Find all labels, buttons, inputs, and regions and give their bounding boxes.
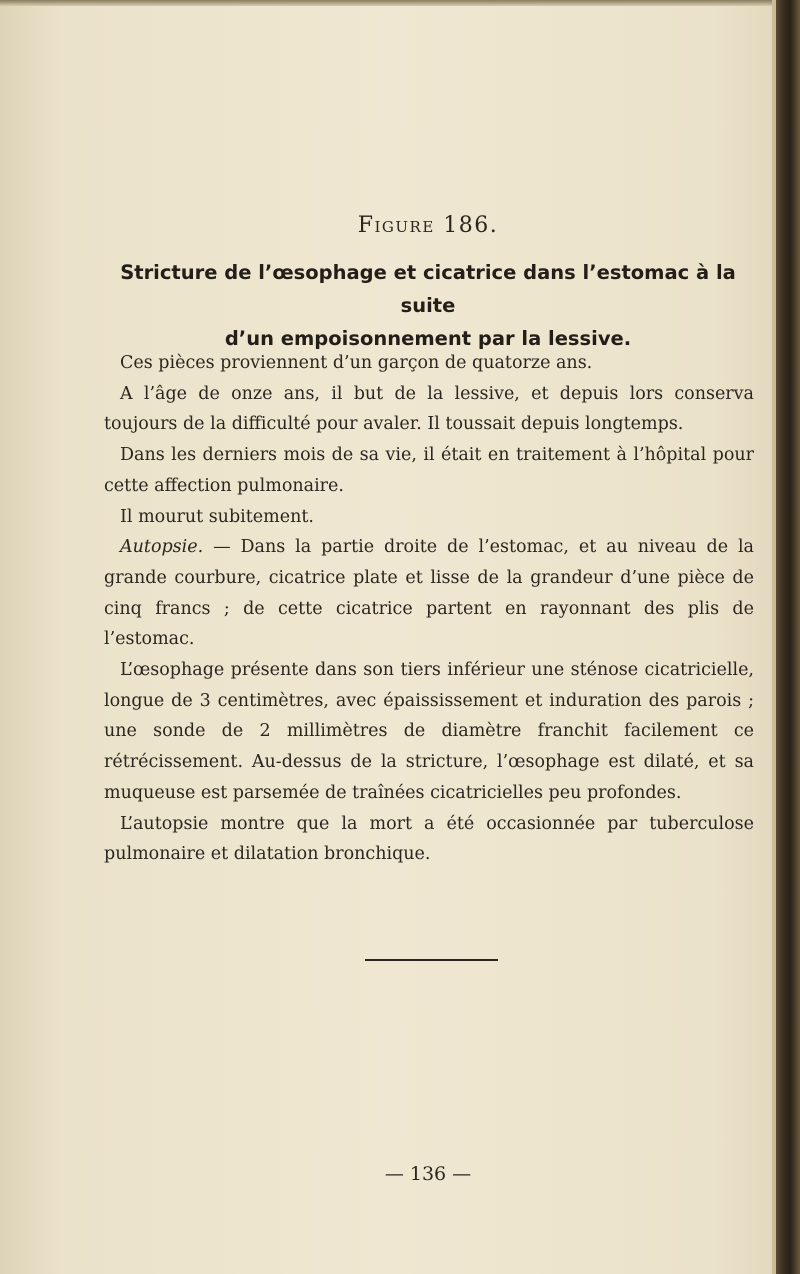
page-number: — 136 — — [384, 1163, 472, 1185]
paragraph-2: A l’âge de onze ans, il but de la lessive, et depuis lors conserva toujours de la difficulté pour avaler. Il toussait depuis longtemps. — [104, 383, 754, 435]
body-text — [104, 348, 754, 870]
book-binding — [776, 0, 800, 1274]
paragraph-7: L’autopsie montre que la mort a été occasionnée par tuberculose pulmonaire et dilatation bronchique. — [104, 813, 754, 865]
paragraph-6: L’œsophage présente dans son tiers inférieur une sténose cicatricielle, longue de 3 centimètres, avec épaississement et induration des parois ; une sonde de 2 millimètres de diamètre franchit facilement ce rétrécissement. Au-dessus de la stricture, l’œsophage est dilaté, et sa muqueuse est parsemée de traînées cicatricielles peu profondes. — [104, 660, 754, 803]
paragraph-5 — [104, 532, 754, 655]
autopsie-label: Autopsie. — [120, 537, 204, 558]
figure-title: Figure 186. — [357, 213, 499, 238]
paragraph-5-text: — Dans la partie droite de l’estomac, et au niveau de la grande courbure, cicatrice plate et lisse de la grandeur d’une pièce de cinq francs ; de cette cicatrice partent en rayonnant des plis de l’estomac. — [104, 537, 754, 650]
paragraph-4: Il mourut subitement. — [120, 506, 314, 527]
heading-line-1: Stricture de l’œsophage et cicatrice dans l’estomac à la suite — [120, 261, 736, 317]
paragraph-3: Dans les derniers mois de sa vie, il était en traitement à l’hôpital pour cette affection pulmonaire. — [104, 445, 754, 496]
section-heading — [100, 256, 756, 355]
section-divider — [365, 959, 498, 961]
heading-line-2: d’un empoisonnement par la lessive. — [224, 327, 632, 350]
paragraph-1: Ces pièces proviennent d’un garçon de quatorze ans. — [120, 353, 593, 373]
page-top-edge — [0, 0, 776, 6]
